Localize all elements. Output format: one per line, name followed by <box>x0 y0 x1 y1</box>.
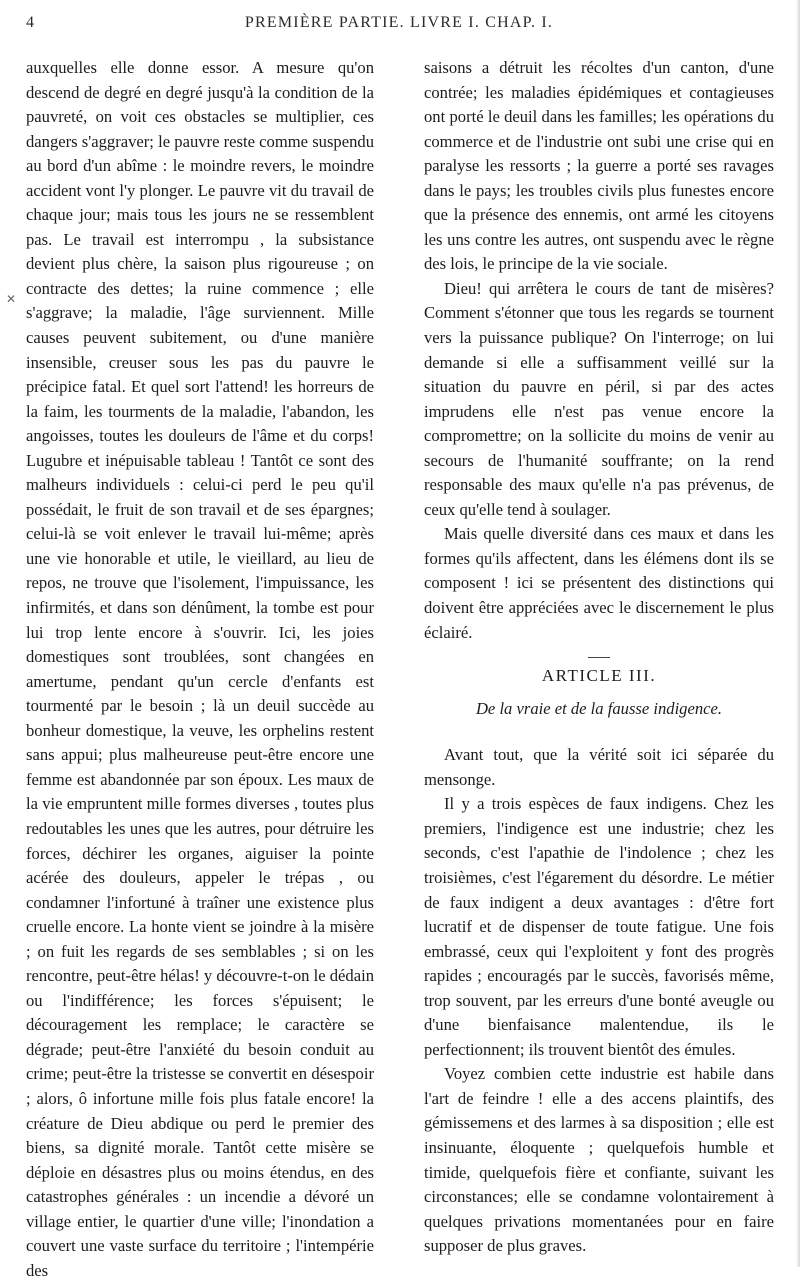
article-heading: ARTICLE III. <box>541 666 657 686</box>
page-edge-shadow <box>796 0 800 1267</box>
margin-mark: ✕ <box>6 292 17 306</box>
body-paragraph: Dieu! qui arrêtera le cours de tant de misères? Comment s'étonner que tous les regards se tournent vers la puissance publique? On l'interroge; on lui demande si elle a suffisamment veillé sur la situation du pauvre en péril, si par des actes imprudens elle n'est pas venue encore la compromettre; on la sollicite du moins de venir au secours de l'humanité souffrante; on la rend responsable des maux qu'elle n'a pas prévenus, de ceux qu'elle tend à soulager. <box>424 278 774 519</box>
right-column <box>424 56 774 1259</box>
article-subtitle: De la vraie et de la fausse indigence. <box>475 698 723 718</box>
body-paragraph: Mais quelle diversité dans ces maux et dans les formes qu'ils affectent, dans les élémens dont ils se composent ! ici se présentent des distinctions qui doivent être appréciées avec le discernement le plus éclairé. <box>424 524 774 642</box>
body-paragraph: Avant tout, que la vérité soit ici séparée du mensonge. <box>424 745 774 789</box>
body-paragraph: auxquelles elle donne essor. A mesure qu'on descend de degré en degré jusqu'à la condition de la pauvreté, on voit ces obstacles se multiplier, ces dangers s'aggraver; le pauvre reste comme suspendu au bord d'un abîme : le moindre revers, le moindre accident vont l'y plonger. Le pauvre vit du travail de chaque jour; mais tous les jours ne se ressemblent pas. Le travail est interrompu , la subsistance devient plus chère, la saison plus rigoureuse ; on contracte des dettes; la ruine commence ; elle s'aggrave; la maladie, l'âge surviennent. Mille causes peuvent subitement, ou d'une manière insensible, creuser sous les pas du pauvre le précipice fatal. Et quel sort l'attend! les horreurs de la faim, les tourments de la maladie, l'abandon, les angoisses, toutes les douleurs de l'âme et du corps! Lugubre et inépuisable tableau ! Tantôt ce sont des malheurs individuels : celui-ci perd le peu qu'il possédait, le fruit de son travail et de ses épargnes; celui-là se voit enlever le travail lui-même; après une vie honorable et utile, le vieillard, au lieu de repos, ne trouve que l'isolement, l'impuissance, les infirmités, et dans son dénûment, la tombe est pour lui trop lente encore à s'ouvrir. Ici, les joies domestiques sont troublées, sont changées en amertume, pendant qu'un cercle d'enfants est tourmenté par le besoin ; là un deuil succède au bonheur domestique, la veuve, les orphelins restent sans appui; plus malheureuse peut-être encore une femme est abandonnée par son époux. Les maux de la vie empruntent mille formes diverses , toutes plus redoutables les unes que les autres, pour détruire les forces, déchirer les organes, aiguiser la pointe acérée des douleurs, appeler le trépas , ou condamner l'infortuné à traîner une existence plus cruelle encore. La honte vient se joindre à la misère ; on fuit les regards de ses semblables ; si on les rencontre, peut-être hélas! y découvre-t-on le dédain ou l'indifférence; les forces s'épuisent; le découragement les remplace; le caractère se dégrade; peut-être l'anxiété du besoin conduit au crime; peut-être la tristesse se convertit en désespoir ; alors, ô infortune mille fois plus fatale encore! la créature de Dieu abdique ou perd le premier des biens, sa dignité morale. Tantôt cette misère se déploie en désastres plus ou moins étendus, en des catastrophes générales : un incendie a dévoré un village entier, le quartier d'une ville; l'inondation a couvert une vaste surface du territoire ; l'intempérie des <box>26 58 374 1280</box>
running-head <box>26 14 772 36</box>
left-column <box>26 56 374 1283</box>
body-paragraph: Voyez combien cette industrie est habile dans l'art de feindre ! elle a des accens plaintifs, des gémissemens et des larmes à sa disposition ; elle est insinuante, éloquente ; quelquefois humble et timide, quelquefois fière et confiante, suivant les circonstances; elle se condamne volontairement à quelques privations momentanées pour en faire supposer de plus graves. <box>424 1064 774 1256</box>
body-paragraph: saisons a détruit les récoltes d'un canton, d'une contrée; les maladies épidémiques et contagieuses ont porté le deuil dans les familles; les opérations du commerce et de l'industrie ont subi une crise qui en paralyse les ressorts ; la guerre a porté ses ravages dans le pays; les troubles civils plus funestes encore que la présence des ennemis, ont armé les citoyens les uns contre les autres, ont suspendu avec le règne des lois, le principe de la vie sociale. <box>424 58 774 274</box>
body-paragraph: Il y a trois espèces de faux indigens. Chez les premiers, l'indigence est une industrie; chez les seconds, c'est l'apathie de l'indolence ; chez les troisièmes, c'est l'égarement du désordre. Le métier de faux indigent a deux avantages : d'être fort lucratif et de dispenser de toute fatigue. Une fois embrassé, ceux qui l'exploitent y font des progrès rapides ; encouragés par le succès, favorisés même, trop souvent, par les erreurs d'une bonté aveugle ou d'une bienfaisance malentendue, ils le perfectionnent; ils trouvent bientôt des émules. <box>424 794 774 1059</box>
page-number: 4 <box>26 14 36 31</box>
section-rule <box>588 657 610 658</box>
running-title: PREMIÈRE PARTIE. LIVRE I. CHAP. I. <box>244 14 554 31</box>
